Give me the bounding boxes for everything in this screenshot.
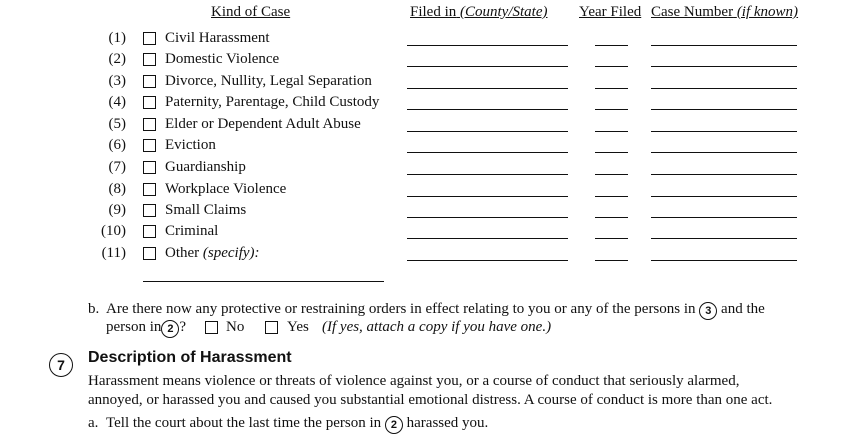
case-number-label: (5) <box>108 116 126 132</box>
item-a-letter: a. <box>88 415 99 431</box>
case-checkbox[interactable] <box>143 204 156 217</box>
filed-in-field[interactable] <box>407 152 568 153</box>
column-header-kind: Kind of Case <box>211 4 291 20</box>
case-label: Paternity, Parentage, Child Custody <box>165 94 380 110</box>
question-b-line1: Are there now any protective or restraining orders in effect relating to you or any of the persons in 3 and the <box>106 300 765 319</box>
filed-in-field[interactable] <box>407 45 568 46</box>
reference-circle-2: 2 <box>385 416 403 434</box>
filed-in-field[interactable] <box>407 131 568 132</box>
year-filed-field[interactable] <box>595 238 628 239</box>
case-number-label: (10) <box>101 223 126 239</box>
no-checkbox[interactable] <box>205 321 218 334</box>
case-number-label: (3) <box>108 73 126 89</box>
case-checkbox[interactable] <box>143 75 156 88</box>
case-number-field[interactable] <box>651 196 797 197</box>
filed-in-field[interactable] <box>407 196 568 197</box>
year-filed-field[interactable] <box>595 88 628 89</box>
section-paragraph-line2: annoyed, or harassed you and caused you substantial emotional distress. A course of conduct is more than one act. <box>88 392 773 408</box>
case-label: Criminal <box>165 223 219 239</box>
case-number-field[interactable] <box>651 131 797 132</box>
filed-in-field[interactable] <box>407 260 568 261</box>
case-number-label: (8) <box>108 181 126 197</box>
year-filed-field[interactable] <box>595 152 628 153</box>
case-checkbox[interactable] <box>143 118 156 131</box>
reference-circle-3: 3 <box>699 302 717 320</box>
reference-circle-2: 2 <box>161 320 179 338</box>
case-number-label: (1) <box>108 30 126 46</box>
case-checkbox[interactable] <box>143 183 156 196</box>
case-number-field[interactable] <box>651 152 797 153</box>
case-checkbox[interactable] <box>143 32 156 45</box>
question-b-letter: b. <box>88 301 100 317</box>
case-label: Civil Harassment <box>165 30 270 46</box>
filed-in-field[interactable] <box>407 238 568 239</box>
case-label: Domestic Violence <box>165 51 280 67</box>
case-checkbox[interactable] <box>143 225 156 238</box>
year-filed-field[interactable] <box>595 109 628 110</box>
question-b-line2: person in 2 ? <box>106 318 186 337</box>
year-filed-field[interactable] <box>595 131 628 132</box>
case-number-field[interactable] <box>651 260 797 261</box>
case-label: Small Claims <box>165 202 247 218</box>
case-checkbox[interactable] <box>143 139 156 152</box>
case-number-field[interactable] <box>651 45 797 46</box>
yes-checkbox[interactable] <box>265 321 278 334</box>
filed-in-field[interactable] <box>407 109 568 110</box>
yes-note: (If yes, attach a copy if you have one.) <box>322 319 552 335</box>
filed-in-field[interactable] <box>407 174 568 175</box>
case-number-field[interactable] <box>651 217 797 218</box>
case-number-label: (9) <box>108 202 126 218</box>
year-filed-field[interactable] <box>595 45 628 46</box>
case-label: Guardianship <box>165 159 246 175</box>
case-label: Eviction <box>165 137 216 153</box>
filed-in-field[interactable] <box>407 66 568 67</box>
case-number-field[interactable] <box>651 88 797 89</box>
year-filed-field[interactable] <box>595 217 628 218</box>
year-filed-field[interactable] <box>595 174 628 175</box>
case-label: Workplace Violence <box>165 181 287 197</box>
case-number-label: (4) <box>108 94 126 110</box>
item-a-text: Tell the court about the last time the person in 2 harassed you. <box>106 414 488 433</box>
case-checkbox[interactable] <box>143 247 156 260</box>
column-header-year-filed: Year Filed <box>579 4 642 20</box>
case-checkbox[interactable] <box>143 53 156 66</box>
yes-label: Yes <box>287 319 309 335</box>
case-number-field[interactable] <box>651 238 797 239</box>
case-number-field[interactable] <box>651 66 797 67</box>
section-number-circle: 7 <box>49 353 73 377</box>
column-header-case-number: Case Number (if known) <box>651 4 799 20</box>
case-number-field[interactable] <box>651 174 797 175</box>
case-label: Elder or Dependent Adult Abuse <box>165 116 361 132</box>
filed-in-field[interactable] <box>407 88 568 89</box>
case-checkbox[interactable] <box>143 161 156 174</box>
column-header-filed-in: Filed in (County/State) <box>410 4 548 20</box>
case-number-label: (7) <box>108 159 126 175</box>
case-label: Divorce, Nullity, Legal Separation <box>165 73 372 89</box>
other-specify-field[interactable] <box>143 281 384 282</box>
case-number-label: (11) <box>101 245 126 261</box>
section-title: Description of Harassment <box>88 349 292 366</box>
case-label: Other (specify): <box>165 245 260 261</box>
no-label: No <box>226 319 245 335</box>
case-checkbox[interactable] <box>143 96 156 109</box>
section-paragraph-line1: Harassment means violence or threats of violence against you, or a course of conduct that seriously alarmed, <box>88 373 740 389</box>
year-filed-field[interactable] <box>595 196 628 197</box>
year-filed-field[interactable] <box>595 66 628 67</box>
case-number-label: (2) <box>108 51 126 67</box>
filed-in-field[interactable] <box>407 217 568 218</box>
case-number-label: (6) <box>108 137 126 153</box>
case-number-field[interactable] <box>651 109 797 110</box>
year-filed-field[interactable] <box>595 260 628 261</box>
